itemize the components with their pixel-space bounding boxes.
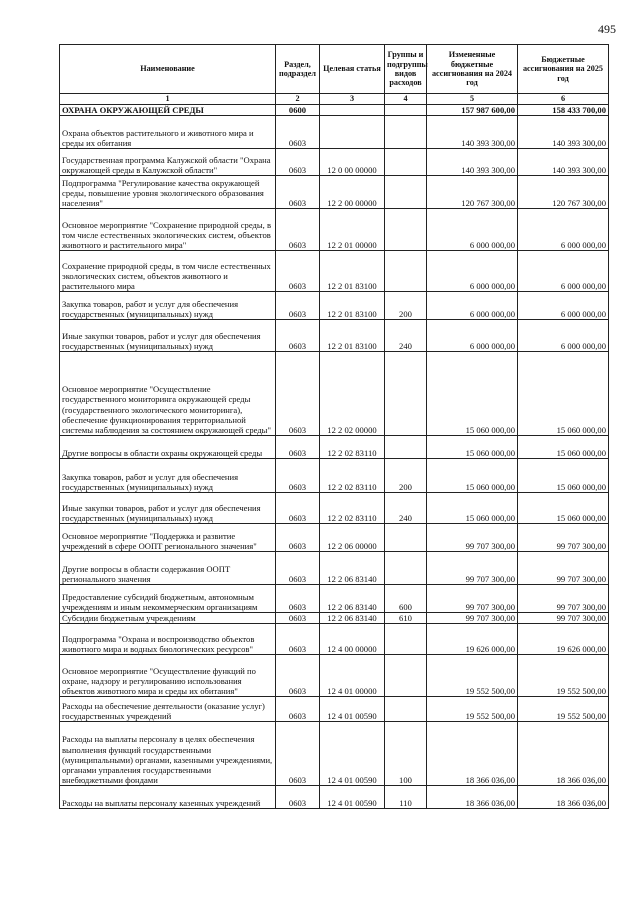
row-target-article (320, 104, 385, 115)
table-row (60, 523, 609, 551)
row-amount-2024: 15 060 000,00 (427, 435, 518, 458)
row-amount-2024: 140 393 300,00 (427, 148, 518, 175)
row-target-article: 12 4 01 00590 (320, 785, 385, 808)
row-section: 0603 (276, 696, 320, 721)
row-target-article: 12 2 01 83100 (320, 291, 385, 319)
row-amount-2025: 99 707 300,00 (518, 584, 609, 612)
row-amount-2024: 6 000 000,00 (427, 250, 518, 291)
row-expense-group (385, 435, 427, 458)
column-number: 2 (276, 94, 320, 105)
page-number: 495 (598, 22, 616, 36)
table-row (60, 623, 609, 654)
row-section: 0603 (276, 492, 320, 523)
table-row (60, 458, 609, 492)
row-section: 0603 (276, 208, 320, 250)
column-number: 3 (320, 94, 385, 105)
row-expense-group (385, 523, 427, 551)
row-section: 0603 (276, 319, 320, 351)
row-amount-2025: 15 060 000,00 (518, 351, 609, 435)
row-amount-2024: 99 707 300,00 (427, 523, 518, 551)
row-amount-2025: 18 366 036,00 (518, 785, 609, 808)
row-name: Основное мероприятие "Поддержка и развитие учреждений в сфере ООПТ регионального значения" (60, 523, 276, 551)
row-target-article: 12 2 06 83140 (320, 551, 385, 584)
row-name: Подпрограмма "Регулирование качества окружающей среды, повышение уровня экологического образования населения" (60, 175, 276, 208)
header-groups: Группы и подгруппы видов расходов (385, 45, 427, 94)
row-expense-group: 610 (385, 612, 427, 623)
row-target-article: 12 2 01 83100 (320, 250, 385, 291)
row-expense-group (385, 104, 427, 115)
row-name: Субсидии бюджетным учреждениям (60, 612, 276, 623)
header-target: Целевая статья (320, 45, 385, 94)
row-target-article: 12 2 02 83110 (320, 458, 385, 492)
table-row (60, 104, 609, 115)
row-section: 0603 (276, 523, 320, 551)
row-amount-2024: 6 000 000,00 (427, 208, 518, 250)
row-section: 0600 (276, 104, 320, 115)
row-amount-2024: 6 000 000,00 (427, 319, 518, 351)
row-target-article: 12 4 01 00590 (320, 721, 385, 785)
row-name: Сохранение природной среды, в том числе естественных экологических систем, объектов животного и растительного мира (60, 250, 276, 291)
row-expense-group (385, 208, 427, 250)
row-amount-2025: 120 767 300,00 (518, 175, 609, 208)
row-amount-2025: 15 060 000,00 (518, 458, 609, 492)
table-row (60, 492, 609, 523)
row-target-article: 12 2 02 00000 (320, 351, 385, 435)
table-row (60, 551, 609, 584)
row-expense-group: 600 (385, 584, 427, 612)
table-row (60, 115, 609, 148)
row-name: ОХРАНА ОКРУЖАЮЩЕЙ СРЕДЫ (60, 104, 276, 115)
header-section: Раздел, подраздел (276, 45, 320, 94)
row-name: Государственная программа Калужской области "Охрана окружающей среды в Калужской области" (60, 148, 276, 175)
table-row (60, 435, 609, 458)
row-expense-group (385, 654, 427, 696)
row-expense-group (385, 623, 427, 654)
row-amount-2025: 19 552 500,00 (518, 654, 609, 696)
header-name: Наименование (60, 45, 276, 94)
row-name: Подпрограмма "Охрана и воспроизводство объектов животного мира и водных биологических ресурсов" (60, 623, 276, 654)
row-target-article: 12 2 01 00000 (320, 208, 385, 250)
column-number: 4 (385, 94, 427, 105)
row-name: Другие вопросы в области содержания ООПТ регионального значения (60, 551, 276, 584)
row-name: Закупка товаров, работ и услуг для обеспечения государственных (муниципальных) нужд (60, 291, 276, 319)
column-number: 6 (518, 94, 609, 105)
row-section: 0603 (276, 458, 320, 492)
row-target-article: 12 4 01 00000 (320, 654, 385, 696)
row-name: Основное мероприятие "Осуществление функций по охране, надзору и регулированию использования объектов животного мира и среды их обитания" (60, 654, 276, 696)
row-name: Расходы на выплаты персоналу в целях обеспечения выполнения функций государственными (муниципальными) органами, казенными учреждениями, органами управления государственными внебюджетными фондами (60, 721, 276, 785)
row-amount-2025: 19 552 500,00 (518, 696, 609, 721)
row-section: 0603 (276, 291, 320, 319)
row-name: Основное мероприятие "Осуществление государственного мониторинга окружающей среды (государственного экологического мониторинга), обеспечение функционирования территориальной системы наблюдения за состоянием окружающей среды" (60, 351, 276, 435)
row-expense-group (385, 115, 427, 148)
row-expense-group (385, 148, 427, 175)
row-amount-2025: 140 393 300,00 (518, 148, 609, 175)
row-section: 0603 (276, 785, 320, 808)
row-amount-2025: 6 000 000,00 (518, 208, 609, 250)
row-expense-group (385, 551, 427, 584)
row-target-article: 12 4 01 00590 (320, 696, 385, 721)
row-amount-2025: 6 000 000,00 (518, 319, 609, 351)
table-row (60, 654, 609, 696)
row-target-article: 12 2 06 00000 (320, 523, 385, 551)
table-row (60, 696, 609, 721)
row-amount-2025: 140 393 300,00 (518, 115, 609, 148)
row-name: Другие вопросы в области охраны окружающей среды (60, 435, 276, 458)
row-target-article: 12 2 01 83100 (320, 319, 385, 351)
table-row (60, 351, 609, 435)
header-changed-2024: Измененные бюджетные ассигнования на 2024 год (427, 45, 518, 94)
row-section: 0603 (276, 654, 320, 696)
row-amount-2024: 19 552 500,00 (427, 654, 518, 696)
row-section: 0603 (276, 551, 320, 584)
row-target-article: 12 4 00 00000 (320, 623, 385, 654)
row-section: 0603 (276, 115, 320, 148)
row-expense-group: 100 (385, 721, 427, 785)
row-target-article (320, 115, 385, 148)
table-row (60, 785, 609, 808)
row-section: 0603 (276, 148, 320, 175)
row-amount-2025: 15 060 000,00 (518, 435, 609, 458)
table-header-row (60, 45, 609, 94)
row-amount-2025: 99 707 300,00 (518, 612, 609, 623)
row-amount-2025: 15 060 000,00 (518, 492, 609, 523)
table-row (60, 208, 609, 250)
row-name: Иные закупки товаров, работ и услуг для обеспечения государственных (муниципальных) нужд (60, 319, 276, 351)
table-row (60, 148, 609, 175)
row-amount-2025: 99 707 300,00 (518, 551, 609, 584)
column-number: 1 (60, 94, 276, 105)
column-numbers-row (60, 94, 609, 105)
row-amount-2025: 6 000 000,00 (518, 291, 609, 319)
row-name: Основное мероприятие "Сохранение природной среды, в том числе естественных экологических систем, объектов животного и растительного мира" (60, 208, 276, 250)
row-expense-group: 240 (385, 492, 427, 523)
row-section: 0603 (276, 623, 320, 654)
row-amount-2024: 99 707 300,00 (427, 584, 518, 612)
table-row (60, 584, 609, 612)
row-target-article: 12 2 02 83110 (320, 435, 385, 458)
row-name: Расходы на обеспечение деятельности (оказание услуг) государственных учреждений (60, 696, 276, 721)
row-section: 0603 (276, 175, 320, 208)
row-section: 0603 (276, 612, 320, 623)
row-amount-2024: 19 552 500,00 (427, 696, 518, 721)
row-section: 0603 (276, 584, 320, 612)
row-amount-2024: 18 366 036,00 (427, 721, 518, 785)
row-target-article: 12 2 06 83140 (320, 612, 385, 623)
row-section: 0603 (276, 435, 320, 458)
row-expense-group: 200 (385, 291, 427, 319)
table-row (60, 319, 609, 351)
row-target-article: 12 0 00 00000 (320, 148, 385, 175)
row-expense-group: 240 (385, 319, 427, 351)
row-target-article: 12 2 06 83140 (320, 584, 385, 612)
table-row (60, 721, 609, 785)
row-amount-2024: 15 060 000,00 (427, 458, 518, 492)
row-name: Иные закупки товаров, работ и услуг для обеспечения государственных (муниципальных) нужд (60, 492, 276, 523)
row-amount-2024: 140 393 300,00 (427, 115, 518, 148)
row-expense-group: 200 (385, 458, 427, 492)
row-amount-2024: 120 767 300,00 (427, 175, 518, 208)
row-section: 0603 (276, 250, 320, 291)
row-target-article: 12 2 00 00000 (320, 175, 385, 208)
row-section: 0603 (276, 721, 320, 785)
table-row (60, 250, 609, 291)
row-amount-2025: 19 626 000,00 (518, 623, 609, 654)
budget-table (59, 44, 609, 809)
row-section: 0603 (276, 351, 320, 435)
row-amount-2025: 6 000 000,00 (518, 250, 609, 291)
row-amount-2024: 99 707 300,00 (427, 551, 518, 584)
row-amount-2024: 15 060 000,00 (427, 492, 518, 523)
row-expense-group (385, 175, 427, 208)
row-amount-2024: 19 626 000,00 (427, 623, 518, 654)
row-amount-2024: 15 060 000,00 (427, 351, 518, 435)
row-amount-2025: 158 433 700,00 (518, 104, 609, 115)
row-expense-group (385, 351, 427, 435)
row-name: Предоставление субсидий бюджетным, автономным учреждениям и иным некоммерческим организациям (60, 584, 276, 612)
row-amount-2025: 99 707 300,00 (518, 523, 609, 551)
row-amount-2024: 99 707 300,00 (427, 612, 518, 623)
row-name: Расходы на выплаты персоналу казенных учреждений (60, 785, 276, 808)
table-row (60, 175, 609, 208)
row-amount-2024: 18 366 036,00 (427, 785, 518, 808)
row-target-article: 12 2 02 83110 (320, 492, 385, 523)
row-name: Охрана объектов растительного и животного мира и среды их обитания (60, 115, 276, 148)
row-amount-2024: 6 000 000,00 (427, 291, 518, 319)
row-amount-2025: 18 366 036,00 (518, 721, 609, 785)
column-number: 5 (427, 94, 518, 105)
table-row (60, 291, 609, 319)
row-expense-group (385, 250, 427, 291)
header-budget-2025: Бюджетные ассигнования на 2025 год (518, 45, 609, 94)
row-expense-group: 110 (385, 785, 427, 808)
row-name: Закупка товаров, работ и услуг для обеспечения государственных (муниципальных) нужд (60, 458, 276, 492)
row-amount-2024: 157 987 600,00 (427, 104, 518, 115)
row-expense-group (385, 696, 427, 721)
table-row (60, 612, 609, 623)
